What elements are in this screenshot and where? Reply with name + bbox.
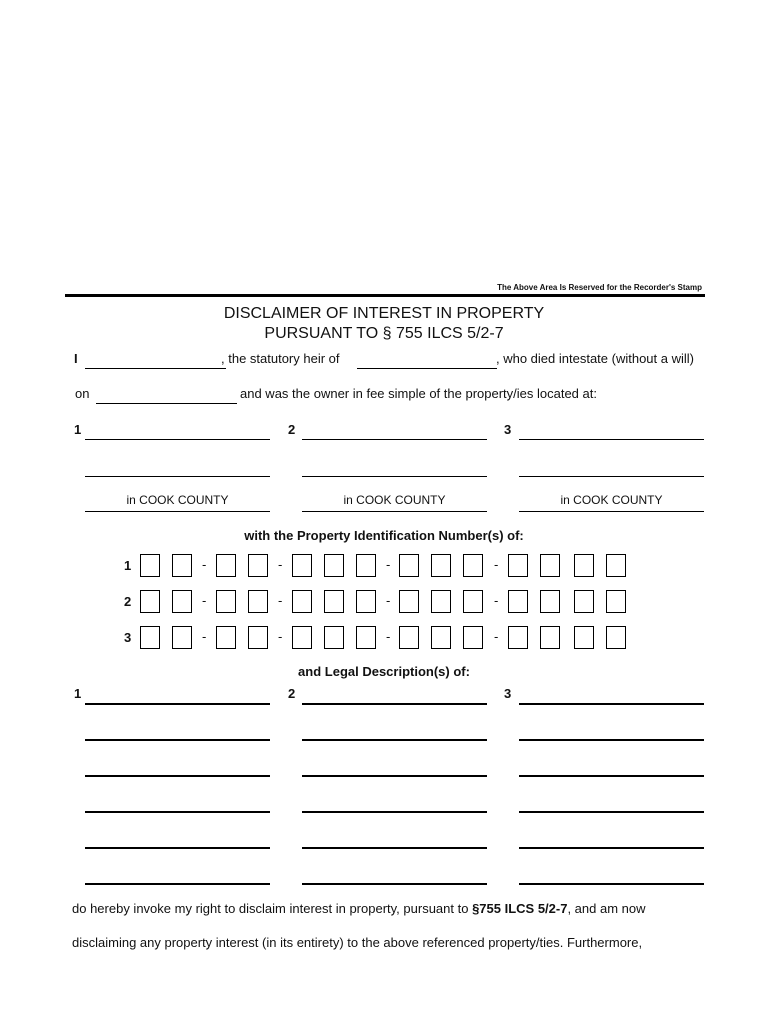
- disclaimer-paragraph-line2: disclaiming any property interest (in its entirety) to the above referenced property/ties. Furthermore,: [72, 935, 643, 950]
- pin-digit-box[interactable]: [431, 590, 451, 613]
- pin-digit-box[interactable]: [292, 590, 312, 613]
- pin-digit-box[interactable]: [508, 590, 528, 613]
- county-line: [302, 511, 487, 512]
- pin-separator: -: [386, 557, 391, 572]
- document-subtitle: PURSUANT TO § 755 ILCS 5/2-7: [264, 325, 504, 342]
- legal-description-line[interactable]: [519, 883, 704, 885]
- pin-digit-box[interactable]: [508, 626, 528, 649]
- header-rule: [65, 294, 705, 297]
- pin-digit-box[interactable]: [324, 590, 344, 613]
- pin-separator: -: [278, 629, 283, 644]
- county-label: in COOK COUNTY: [126, 493, 229, 507]
- property-address-line[interactable]: [519, 476, 704, 477]
- pin-digit-box[interactable]: [324, 554, 344, 577]
- label-on: on: [75, 386, 90, 401]
- legal-description-heading: and Legal Description(s) of:: [298, 664, 470, 679]
- disclaimer-paragraph-line1: [72, 901, 646, 917]
- pin-digit-box[interactable]: [431, 626, 451, 649]
- legal-description-line[interactable]: [519, 703, 704, 705]
- pin-digit-box[interactable]: [324, 626, 344, 649]
- pin-separator: -: [494, 593, 499, 608]
- legal-description-line[interactable]: [519, 811, 704, 813]
- legal-description-line[interactable]: [85, 883, 270, 885]
- property-address-line[interactable]: [85, 476, 270, 477]
- pin-digit-box[interactable]: [463, 626, 483, 649]
- pin-digit-box[interactable]: [292, 626, 312, 649]
- pin-digit-box[interactable]: [606, 626, 626, 649]
- legal-description-line[interactable]: [302, 847, 487, 849]
- pin-separator: -: [278, 557, 283, 572]
- pin-digit-box[interactable]: [356, 554, 376, 577]
- pin-digit-box[interactable]: [463, 590, 483, 613]
- property-address-line[interactable]: [302, 439, 487, 440]
- label-died-intestate: , who died intestate (without a will): [496, 351, 694, 366]
- pin-digit-box[interactable]: [574, 626, 594, 649]
- legal-number: 1: [74, 686, 82, 701]
- property-number: 3: [504, 422, 512, 437]
- pin-digit-box[interactable]: [172, 626, 192, 649]
- pin-row-number: 2: [124, 594, 132, 609]
- pin-separator: -: [386, 593, 391, 608]
- pin-digit-box[interactable]: [463, 554, 483, 577]
- pin-digit-box[interactable]: [399, 590, 419, 613]
- pin-separator: -: [494, 629, 499, 644]
- date-of-death-field[interactable]: [96, 403, 237, 404]
- legal-number: 3: [504, 686, 512, 701]
- county-label: in COOK COUNTY: [560, 493, 663, 507]
- pin-digit-box[interactable]: [356, 626, 376, 649]
- pin-digit-box[interactable]: [508, 554, 528, 577]
- county-line: [519, 511, 704, 512]
- property-address-line[interactable]: [519, 439, 704, 440]
- pin-digit-box[interactable]: [399, 626, 419, 649]
- paragraph-text: , and am now: [567, 901, 646, 916]
- legal-description-line[interactable]: [302, 811, 487, 813]
- legal-description-line[interactable]: [85, 811, 270, 813]
- county-line: [85, 511, 270, 512]
- recorder-stamp-note: The Above Area Is Reserved for the Recorder's Stamp: [497, 283, 702, 292]
- legal-description-line[interactable]: [85, 703, 270, 705]
- label-i: I: [74, 351, 78, 366]
- pin-digit-box[interactable]: [248, 590, 268, 613]
- pin-digit-box[interactable]: [292, 554, 312, 577]
- county-label: in COOK COUNTY: [343, 493, 446, 507]
- pin-digit-box[interactable]: [248, 554, 268, 577]
- legal-description-line[interactable]: [519, 775, 704, 777]
- property-address-line[interactable]: [85, 439, 270, 440]
- legal-description-line[interactable]: [85, 739, 270, 741]
- pin-separator: -: [278, 593, 283, 608]
- pin-digit-box[interactable]: [140, 554, 160, 577]
- pin-digit-box[interactable]: [540, 554, 560, 577]
- pin-digit-box[interactable]: [399, 554, 419, 577]
- pin-digit-box[interactable]: [574, 554, 594, 577]
- label-owner-in-fee: and was the owner in fee simple of the property/ies located at:: [240, 386, 597, 401]
- legal-description-line[interactable]: [302, 703, 487, 705]
- pin-separator: -: [202, 629, 207, 644]
- pin-row-number: 3: [124, 630, 132, 645]
- legal-description-line[interactable]: [302, 739, 487, 741]
- property-number: 1: [74, 422, 82, 437]
- heir-name-field[interactable]: [85, 368, 226, 369]
- pin-digit-box[interactable]: [172, 554, 192, 577]
- statute-reference: §755 ILCS 5/2-7: [472, 901, 568, 916]
- pin-digit-box[interactable]: [248, 626, 268, 649]
- pin-digit-box[interactable]: [356, 590, 376, 613]
- legal-description-line[interactable]: [302, 775, 487, 777]
- pin-digit-box[interactable]: [140, 626, 160, 649]
- pin-heading: with the Property Identification Number(s) of:: [244, 528, 524, 543]
- pin-digit-box[interactable]: [431, 554, 451, 577]
- pin-separator: -: [202, 557, 207, 572]
- legal-description-line[interactable]: [85, 847, 270, 849]
- property-address-line[interactable]: [302, 476, 487, 477]
- pin-separator: -: [202, 593, 207, 608]
- property-number: 2: [288, 422, 296, 437]
- label-statutory-heir: , the statutory heir of: [221, 351, 340, 366]
- pin-digit-box[interactable]: [172, 590, 192, 613]
- pin-digit-box[interactable]: [216, 554, 236, 577]
- pin-digit-box[interactable]: [574, 590, 594, 613]
- pin-digit-box[interactable]: [216, 590, 236, 613]
- decedent-name-field[interactable]: [357, 368, 497, 369]
- pin-digit-box[interactable]: [540, 590, 560, 613]
- pin-digit-box[interactable]: [606, 554, 626, 577]
- legal-description-line[interactable]: [519, 739, 704, 741]
- pin-digit-box[interactable]: [540, 626, 560, 649]
- legal-description-line[interactable]: [519, 847, 704, 849]
- pin-separator: -: [386, 629, 391, 644]
- pin-digit-box[interactable]: [606, 590, 626, 613]
- legal-number: 2: [288, 686, 296, 701]
- pin-digit-box[interactable]: [140, 590, 160, 613]
- pin-digit-box[interactable]: [216, 626, 236, 649]
- paragraph-text: do hereby invoke my right to disclaim interest in property, pursuant to: [72, 901, 473, 916]
- legal-description-line[interactable]: [85, 775, 270, 777]
- document-title: DISCLAIMER OF INTEREST IN PROPERTY: [223, 305, 545, 322]
- pin-row-number: 1: [124, 558, 132, 573]
- legal-description-line[interactable]: [302, 883, 487, 885]
- pin-separator: -: [494, 557, 499, 572]
